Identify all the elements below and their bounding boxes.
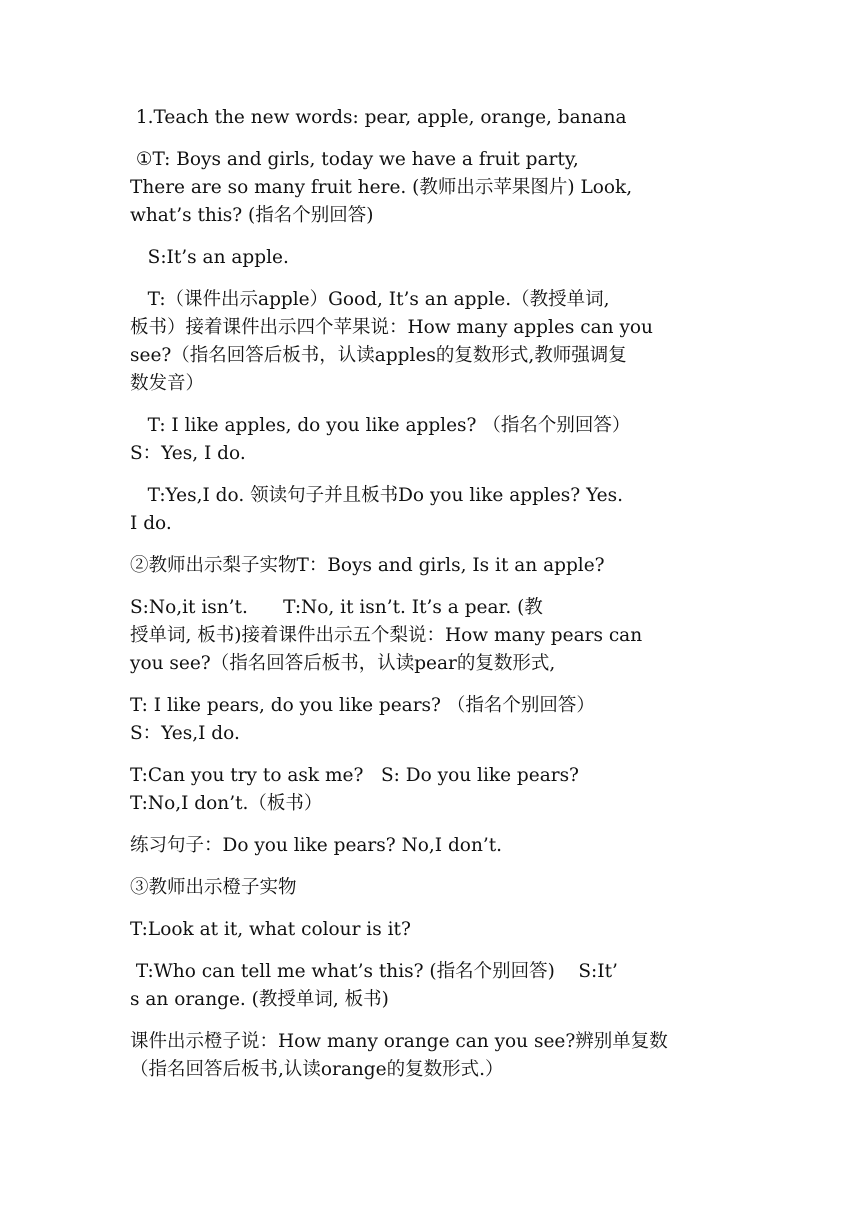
paragraph-3	[130, 244, 750, 272]
text-line: S：Yes, I do.	[130, 443, 246, 464]
paragraph-5	[130, 412, 750, 468]
text-line: 板书）接着课件出示四个苹果说：How many apples can you	[130, 317, 653, 338]
text-line: 1.Teach the new words: pear, apple, orange, banana	[130, 107, 627, 128]
text-line: 授单词, 板书)接着课件出示五个梨说：How many pears can	[130, 625, 643, 646]
paragraph-1	[130, 104, 750, 132]
paragraph-7	[130, 552, 750, 580]
paragraph-6	[130, 482, 750, 538]
paragraph-12	[130, 874, 750, 902]
text-line: T:Yes,I do. 领读句子并且板书Do you like apples? Yes.	[130, 485, 623, 506]
text-line: （指名回答后板书,认读orange的复数形式.）	[130, 1059, 504, 1080]
text-line: T: I like pears, do you like pears? （指名个别回答）	[130, 695, 595, 716]
text-line: T:Look at it, what colour is it?	[130, 919, 411, 940]
document-body	[130, 104, 750, 1098]
text-line: T:Can you try to ask me? S: Do you like pears?	[130, 765, 579, 786]
text-line: T: I like apples, do you like apples? （指名个别回答）	[130, 415, 631, 436]
text-line: There are so many fruit here. (教师出示苹果图片) Look,	[130, 177, 633, 198]
paragraph-14	[130, 958, 750, 1014]
text-line: 课件出示橙子说：How many orange can you see?辨别单复数	[130, 1031, 668, 1052]
text-line: S:It’s an apple.	[130, 247, 289, 268]
text-line: see?（指名回答后板书，认读apples的复数形式,教师强调复	[130, 345, 627, 366]
text-line: T:Who can tell me what’s this? (指名个别回答) S:It’	[130, 961, 618, 982]
text-line: S:No,it isn’t. T:No, it isn’t. It’s a pear. (教	[130, 597, 543, 618]
text-line: T:（课件出示apple）Good, It’s an apple.（教授单词,	[130, 289, 610, 310]
text-line: ③教师出示橙子实物	[130, 877, 297, 898]
text-line: I do.	[130, 513, 172, 534]
paragraph-15	[130, 1028, 750, 1084]
paragraph-4	[130, 286, 750, 398]
text-line: S：Yes,I do.	[130, 723, 240, 744]
text-line: what’s this? (指名个别回答)	[130, 205, 374, 226]
paragraph-13	[130, 916, 750, 944]
paragraph-10	[130, 762, 750, 818]
text-line: 练习句子：Do you like pears? No,I don’t.	[130, 835, 503, 856]
paragraph-8	[130, 594, 750, 678]
text-line: ①T: Boys and girls, today we have a fruit party,	[130, 149, 579, 170]
paragraph-11	[130, 832, 750, 860]
paragraph-2	[130, 146, 750, 230]
text-line: ②教师出示梨子实物T：Boys and girls, Is it an apple?	[130, 555, 605, 576]
text-line: 数发音）	[130, 373, 205, 394]
text-line: s an orange. (教授单词, 板书)	[130, 989, 389, 1010]
paragraph-9	[130, 692, 750, 748]
text-line: T:No,I don’t.（板书）	[130, 793, 323, 814]
text-line: you see?（指名回答后板书，认读pear的复数形式,	[130, 653, 556, 674]
